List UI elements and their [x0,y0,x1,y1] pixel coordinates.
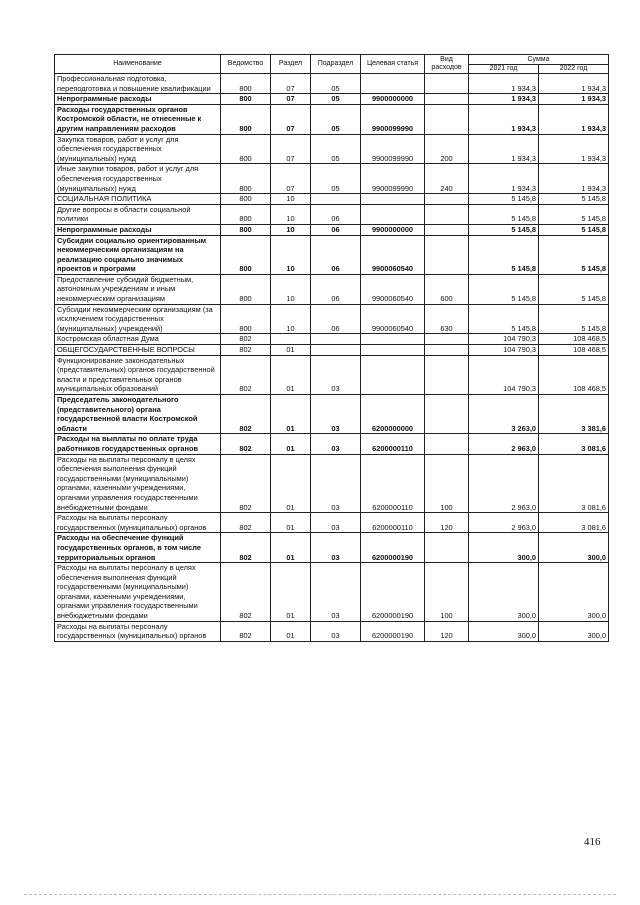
row-sum-2021-cell: 1 934,3 [469,164,539,194]
row-name-cell: Непрограммные расходы [55,94,221,105]
row-expense-type-cell [425,224,469,235]
row-target-item-cell: 6200000000 [361,395,425,434]
row-sum-2021-cell: 104 790,3 [469,345,539,356]
table-header [55,55,609,74]
table-row [55,274,609,304]
row-expense-type-cell [425,194,469,205]
row-name-cell: Другие вопросы в области социальной политики [55,204,221,224]
table-row [55,304,609,334]
row-section-cell: 01 [271,355,311,394]
col-name-header: Наименование [55,55,221,74]
row-sum-2021-cell: 5 145,8 [469,304,539,334]
row-subsection-cell: 03 [311,434,361,454]
row-section-cell: 10 [271,194,311,205]
row-section-cell: 10 [271,224,311,235]
col-section-header: Раздел [271,55,311,74]
row-subsection-cell: 05 [311,74,361,94]
row-subsection-cell [311,345,361,356]
row-expense-type-cell [425,345,469,356]
row-sum-2022-cell: 5 145,8 [539,235,609,274]
row-expense-type-cell [425,355,469,394]
table-row [55,194,609,205]
row-target-item-cell: 9900060540 [361,304,425,334]
row-department-cell: 800 [221,235,271,274]
row-target-item-cell: 9900060540 [361,274,425,304]
row-expense-type-cell: 600 [425,274,469,304]
row-expense-type-cell: 200 [425,134,469,164]
row-sum-2021-cell: 1 934,3 [469,74,539,94]
row-section-cell: 07 [271,74,311,94]
row-target-item-cell: 9900060540 [361,235,425,274]
row-sum-2021-cell: 5 145,8 [469,194,539,205]
row-section-cell: 10 [271,274,311,304]
row-subsection-cell: 06 [311,304,361,334]
row-sum-2021-cell: 2 963,0 [469,513,539,533]
page-number: 416 [584,836,601,848]
row-target-item-cell [361,194,425,205]
row-section-cell: 07 [271,164,311,194]
row-target-item-cell [361,334,425,345]
row-section-cell: 07 [271,104,311,134]
row-sum-2021-cell: 104 790,3 [469,334,539,345]
row-target-item-cell: 6200000110 [361,454,425,513]
row-sum-2021-cell: 5 145,8 [469,235,539,274]
row-name-cell: Расходы на выплаты по оплате труда работников государственных органов [55,434,221,454]
row-sum-2021-cell: 300,0 [469,621,539,641]
row-sum-2022-cell: 5 145,8 [539,304,609,334]
table-row [55,334,609,345]
row-expense-type-cell [425,434,469,454]
row-subsection-cell: 05 [311,104,361,134]
row-department-cell: 800 [221,204,271,224]
row-name-cell: Костромская областная Дума [55,334,221,345]
row-department-cell: 802 [221,355,271,394]
table-row [55,164,609,194]
col-department-header: Ведомство [221,55,271,74]
row-department-cell: 802 [221,621,271,641]
row-expense-type-cell [425,395,469,434]
row-target-item-cell [361,355,425,394]
row-name-cell: Расходы на выплаты персоналу в целях обеспечения выполнения функций государственными (муниципальными) органами, казенными учреждениями, органами управления государственными внебюджетными фондами [55,563,221,622]
row-target-item-cell [361,74,425,94]
table-row [55,204,609,224]
row-sum-2021-cell: 2 963,0 [469,434,539,454]
table-row [55,104,609,134]
row-department-cell: 802 [221,345,271,356]
row-target-item-cell: 6200000110 [361,513,425,533]
row-subsection-cell: 06 [311,274,361,304]
row-subsection-cell: 06 [311,224,361,235]
row-expense-type-cell [425,235,469,274]
row-sum-2022-cell: 3 381,6 [539,395,609,434]
row-section-cell: 10 [271,204,311,224]
row-name-cell: Профессиональная подготовка, переподготовка и повышение квалификации [55,74,221,94]
row-section-cell: 01 [271,563,311,622]
table-row [55,224,609,235]
row-department-cell: 800 [221,224,271,235]
row-department-cell: 800 [221,104,271,134]
row-department-cell: 802 [221,434,271,454]
row-sum-2022-cell: 3 081,6 [539,513,609,533]
row-subsection-cell [311,334,361,345]
table-row [55,235,609,274]
table-row [55,533,609,563]
row-department-cell: 802 [221,334,271,345]
row-name-cell: Непрограммные расходы [55,224,221,235]
row-name-cell: Расходы на выплаты персоналу государственных (муниципальных) органов [55,513,221,533]
row-name-cell: Функционирование законодательных (представительных) органов государственной власти и представительных органов муниципальных образований [55,355,221,394]
row-sum-2021-cell: 5 145,8 [469,204,539,224]
table-row [55,454,609,513]
row-subsection-cell: 05 [311,134,361,164]
row-name-cell: Субсидии социально ориентированным некоммерческим организациям на реализацию социально значимых проектов и программ [55,235,221,274]
row-expense-type-cell: 120 [425,513,469,533]
row-target-item-cell: 6200000190 [361,533,425,563]
row-sum-2022-cell: 300,0 [539,563,609,622]
row-sum-2021-cell: 1 934,3 [469,94,539,105]
col-target-item-header: Целевая статья [361,55,425,74]
row-section-cell: 01 [271,533,311,563]
col-year-2021-header: 2021 год [469,65,539,74]
row-sum-2022-cell: 5 145,8 [539,204,609,224]
row-sum-2022-cell: 1 934,3 [539,94,609,105]
row-sum-2022-cell: 108 468,5 [539,334,609,345]
col-subsection-header: Подраздел [311,55,361,74]
row-section-cell: 10 [271,235,311,274]
row-name-cell: СОЦИАЛЬНАЯ ПОЛИТИКА [55,194,221,205]
row-section-cell: 01 [271,345,311,356]
row-department-cell: 802 [221,454,271,513]
row-name-cell: Председатель законодательного (представительного) органа государственной власти Костромской области [55,395,221,434]
row-subsection-cell: 03 [311,513,361,533]
row-sum-2021-cell: 1 934,3 [469,134,539,164]
row-department-cell: 802 [221,533,271,563]
row-subsection-cell: 05 [311,94,361,105]
budget-table [54,54,609,642]
row-sum-2022-cell: 1 934,3 [539,134,609,164]
row-department-cell: 800 [221,74,271,94]
row-sum-2022-cell: 3 081,6 [539,454,609,513]
row-subsection-cell: 03 [311,563,361,622]
row-sum-2022-cell: 300,0 [539,533,609,563]
row-sum-2022-cell: 300,0 [539,621,609,641]
row-section-cell [271,334,311,345]
row-subsection-cell: 03 [311,395,361,434]
row-target-item-cell: 9900000000 [361,94,425,105]
col-year-2022-header: 2022 год [539,65,609,74]
row-name-cell: ОБЩЕГОСУДАРСТВЕННЫЕ ВОПРОСЫ [55,345,221,356]
row-expense-type-cell [425,74,469,94]
row-section-cell: 01 [271,454,311,513]
row-expense-type-cell [425,94,469,105]
row-subsection-cell: 03 [311,621,361,641]
row-department-cell: 800 [221,304,271,334]
row-sum-2022-cell: 3 081,6 [539,434,609,454]
table-row [55,513,609,533]
row-department-cell: 800 [221,134,271,164]
table-body [55,74,609,642]
bottom-scan-edge [24,894,616,895]
table-row [55,434,609,454]
row-subsection-cell: 06 [311,204,361,224]
row-sum-2022-cell: 108 468,5 [539,355,609,394]
row-sum-2021-cell: 1 934,3 [469,104,539,134]
row-expense-type-cell [425,334,469,345]
row-name-cell: Субсидии некоммерческим организациям (за исключением государственных (муниципальных) учреждений) [55,304,221,334]
row-target-item-cell: 6200000190 [361,621,425,641]
row-name-cell: Предоставление субсидий бюджетным, автономным учреждениям и иным некоммерческим организациям [55,274,221,304]
row-expense-type-cell: 630 [425,304,469,334]
col-sum-header: Сумма [469,55,609,65]
row-target-item-cell [361,345,425,356]
row-sum-2021-cell: 5 145,8 [469,274,539,304]
row-sum-2021-cell: 5 145,8 [469,224,539,235]
row-section-cell: 01 [271,395,311,434]
row-subsection-cell: 03 [311,533,361,563]
table-row [55,563,609,622]
row-subsection-cell [311,194,361,205]
row-expense-type-cell [425,204,469,224]
table-row [55,134,609,164]
row-target-item-cell: 9900099990 [361,134,425,164]
row-section-cell: 07 [271,94,311,105]
row-department-cell: 800 [221,94,271,105]
row-department-cell: 802 [221,513,271,533]
row-target-item-cell [361,204,425,224]
row-expense-type-cell: 100 [425,454,469,513]
row-sum-2022-cell: 1 934,3 [539,74,609,94]
table-row [55,345,609,356]
row-section-cell: 07 [271,134,311,164]
row-subsection-cell: 03 [311,454,361,513]
row-name-cell: Расходы на выплаты персоналу в целях обеспечения выполнения функций государственными (муниципальными) органами, казенными учреждениями, органами управления государственными внебюджетными фондами [55,454,221,513]
row-sum-2021-cell: 2 963,0 [469,454,539,513]
row-subsection-cell: 03 [311,355,361,394]
row-subsection-cell: 06 [311,235,361,274]
table-row [55,621,609,641]
row-sum-2021-cell: 104 790,3 [469,355,539,394]
row-department-cell: 800 [221,274,271,304]
row-expense-type-cell: 100 [425,563,469,622]
row-department-cell: 800 [221,164,271,194]
row-sum-2021-cell: 300,0 [469,533,539,563]
row-section-cell: 01 [271,621,311,641]
row-section-cell: 10 [271,304,311,334]
row-section-cell: 01 [271,434,311,454]
row-name-cell: Расходы на обеспечение функций государственных органов, в том числе территориальных органов [55,533,221,563]
row-sum-2022-cell: 108 468,5 [539,345,609,356]
table-row [55,94,609,105]
row-sum-2022-cell: 5 145,8 [539,274,609,304]
row-sum-2022-cell: 1 934,3 [539,104,609,134]
row-name-cell: Иные закупки товаров, работ и услуг для обеспечения государственных (муниципальных) нужд [55,164,221,194]
table-row [55,355,609,394]
row-expense-type-cell: 120 [425,621,469,641]
row-department-cell: 802 [221,563,271,622]
row-subsection-cell: 05 [311,164,361,194]
row-department-cell: 802 [221,395,271,434]
row-target-item-cell: 9900000000 [361,224,425,235]
row-name-cell: Закупка товаров, работ и услуг для обеспечения государственных (муниципальных) нужд [55,134,221,164]
row-sum-2022-cell: 5 145,8 [539,224,609,235]
row-sum-2022-cell: 1 934,3 [539,164,609,194]
row-expense-type-cell [425,104,469,134]
row-sum-2022-cell: 5 145,8 [539,194,609,205]
row-section-cell: 01 [271,513,311,533]
row-sum-2021-cell: 3 263,0 [469,395,539,434]
row-name-cell: Расходы на выплаты персоналу государственных (муниципальных) органов [55,621,221,641]
row-name-cell: Расходы государственных органов Костромской области, не отнесенные к другим направлениям расходов [55,104,221,134]
row-department-cell: 800 [221,194,271,205]
row-expense-type-cell [425,533,469,563]
row-target-item-cell: 9900099990 [361,164,425,194]
row-target-item-cell: 6200000110 [361,434,425,454]
row-target-item-cell: 9900099990 [361,104,425,134]
row-sum-2021-cell: 300,0 [469,563,539,622]
table-row [55,74,609,94]
table-row [55,395,609,434]
row-target-item-cell: 6200000190 [361,563,425,622]
col-expense-type-header: Вид расходов [425,55,469,74]
row-expense-type-cell: 240 [425,164,469,194]
